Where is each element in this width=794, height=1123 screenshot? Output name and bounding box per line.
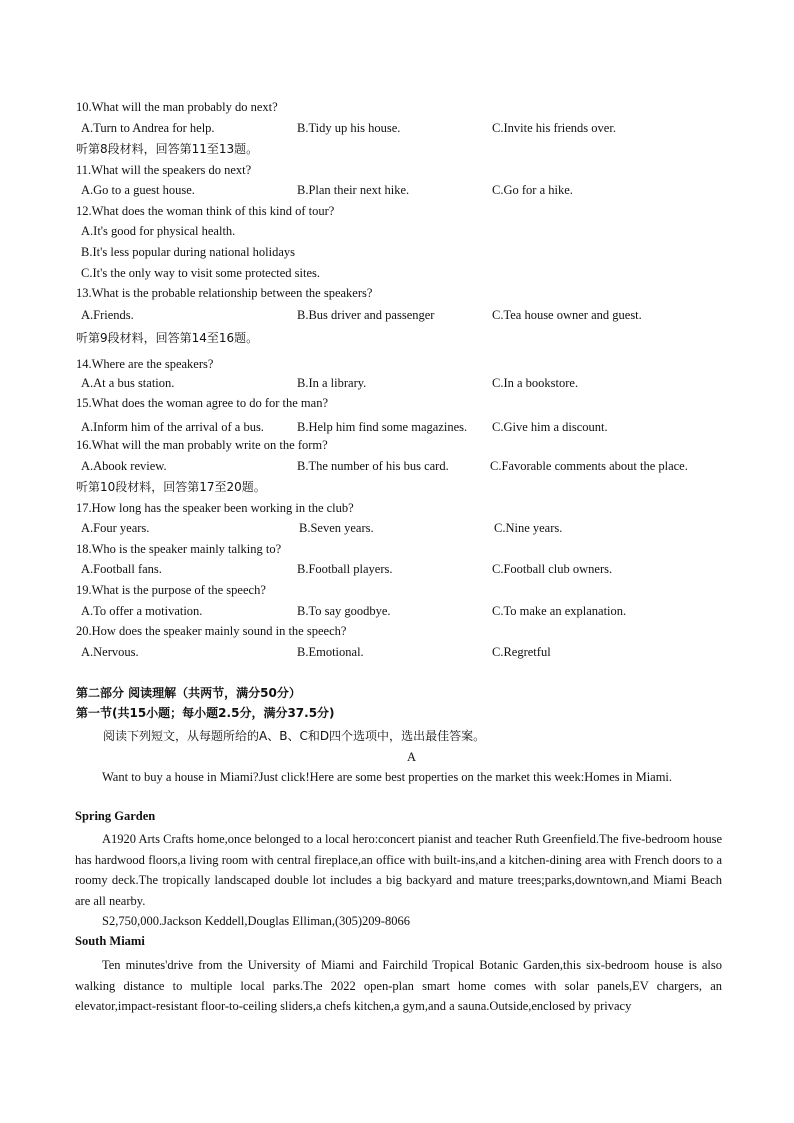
question-14-option-b: B.In a library.	[297, 376, 367, 390]
section-1-title: 第一节(共15小题；每小题2.5分，满分37.5分)	[76, 706, 335, 720]
question-14-stem: 14.Where are the speakers?	[76, 357, 214, 371]
question-18-option-a: A.Football fans.	[81, 562, 162, 576]
question-19-stem: 19.What is the purpose of the speech?	[76, 583, 266, 597]
section-instruction-10: 听第10段材料，回答第17至20题。	[76, 480, 266, 494]
question-19-option-b: B.To say goodbye.	[297, 604, 391, 618]
question-13-stem: 13.What is the probable relationship between the speakers?	[76, 286, 373, 300]
heading-spring-garden: Spring Garden	[75, 809, 156, 823]
question-11-option-c: C.Go for a hike.	[492, 183, 573, 197]
question-16-stem: 16.What will the man probably write on the form?	[76, 438, 328, 452]
question-16-option-b: B.The number of his bus card.	[297, 459, 449, 473]
question-15-stem: 15.What does the woman agree to do for the man?	[76, 396, 328, 410]
question-14-option-c: C.In a bookstore.	[492, 376, 579, 390]
question-15-option-a: A.Inform him of the arrival of a bus.	[81, 420, 264, 434]
question-18-option-c: C.Football club owners.	[492, 562, 613, 576]
question-10-stem: 10.What will the man probably do next?	[76, 100, 278, 114]
question-10-option-b: B.Tidy up his house.	[297, 121, 401, 135]
paragraph-south-miami: Ten minutes'drive from the University of Miami and Fairchild Tropical Botanic Garden,this six-bedroom house is also walking distance to multiple local parks.The 2022 open-plan smart home comes with solar panels,EV chargers, an elevator,impact-resistant floor-to-ceiling sliders,a chefs kitchen,a gym,and a sauna.Outside,enclosed by privacy	[75, 958, 722, 1013]
question-18-stem: 18.Who is the speaker mainly talking to?	[76, 542, 282, 556]
question-17-option-c: C.Nine years.	[494, 521, 563, 535]
question-18-option-b: B.Football players.	[297, 562, 393, 576]
passage-intro: Want to buy a house in Miami?Just click!Here are some best properties on the market this week:Homes in Miami.	[102, 770, 673, 784]
passage-label: A	[407, 750, 417, 764]
question-13-option-a: A.Friends.	[81, 308, 134, 322]
section-instruction-9: 听第9段材料，回答第14至16题。	[76, 331, 259, 345]
question-12-option-a: A.It's good for physical health.	[81, 224, 236, 238]
question-19-option-a: A.To offer a motivation.	[81, 604, 203, 618]
question-14-option-a: A.At a bus station.	[81, 376, 175, 390]
question-11-option-a: A.Go to a guest house.	[81, 183, 195, 197]
section-instruction-8: 听第8段材料，回答第11至13题。	[76, 142, 259, 156]
question-17-option-b: B.Seven years.	[299, 521, 374, 535]
question-16-option-a: A.Abook review.	[81, 459, 167, 473]
question-10-option-a: A.Turn to Andrea for help.	[81, 121, 215, 135]
question-20-option-c: C.Regretful	[492, 645, 551, 659]
question-15-option-c: C.Give him a discount.	[492, 420, 608, 434]
reading-instruction: 阅读下列短文，从每题所给的A、B、C和D四个选项中，选出最佳答案。	[103, 729, 486, 743]
question-17-stem: 17.How long has the speaker been working in the club?	[76, 501, 354, 515]
question-19-option-c: C.To make an explanation.	[492, 604, 627, 618]
question-20-stem: 20.How does the speaker mainly sound in the speech?	[76, 624, 347, 638]
question-11-stem: 11.What will the speakers do next?	[76, 163, 252, 177]
question-12-option-c: C.It's the only way to visit some protected sites.	[81, 266, 321, 280]
heading-south-miami: South Miami	[75, 934, 145, 948]
question-15-option-b: B.Help him find some magazines.	[297, 420, 468, 434]
paragraph-spring-garden: A1920 Arts Crafts home,once belonged to a local hero:concert pianist and teacher Ruth Greenfield.The five-bedroom house has hardwood floors,a living room with central fireplace,an office with built-ins,and a kitchen-dining area with French doors to a roomy deck.The tropically landscaped double lot includes a big backyard and mature trees;parks,downtown,and Miami Beach are all nearby.	[75, 832, 722, 908]
question-20-option-a: A.Nervous.	[81, 645, 139, 659]
listing-price-contact: S2,750,000.Jackson Keddell,Douglas Elliman,(305)209-8066	[102, 914, 410, 928]
question-13-option-b: B.Bus driver and passenger	[297, 308, 435, 322]
question-13-option-c: C.Tea house owner and guest.	[492, 308, 642, 322]
question-10-option-c: C.Invite his friends over.	[492, 121, 616, 135]
question-17-option-a: A.Four years.	[81, 521, 150, 535]
question-11-option-b: B.Plan their next hike.	[297, 183, 410, 197]
question-20-option-b: B.Emotional.	[297, 645, 364, 659]
question-12-option-b: B.It's less popular during national holidays	[81, 245, 296, 259]
part-2-title: 第二部分 阅读理解（共两节，满分50分）	[76, 686, 301, 700]
question-12-stem: 12.What does the woman think of this kind of tour?	[76, 204, 335, 218]
question-16-option-c: C.Favorable comments about the place.	[490, 459, 688, 473]
